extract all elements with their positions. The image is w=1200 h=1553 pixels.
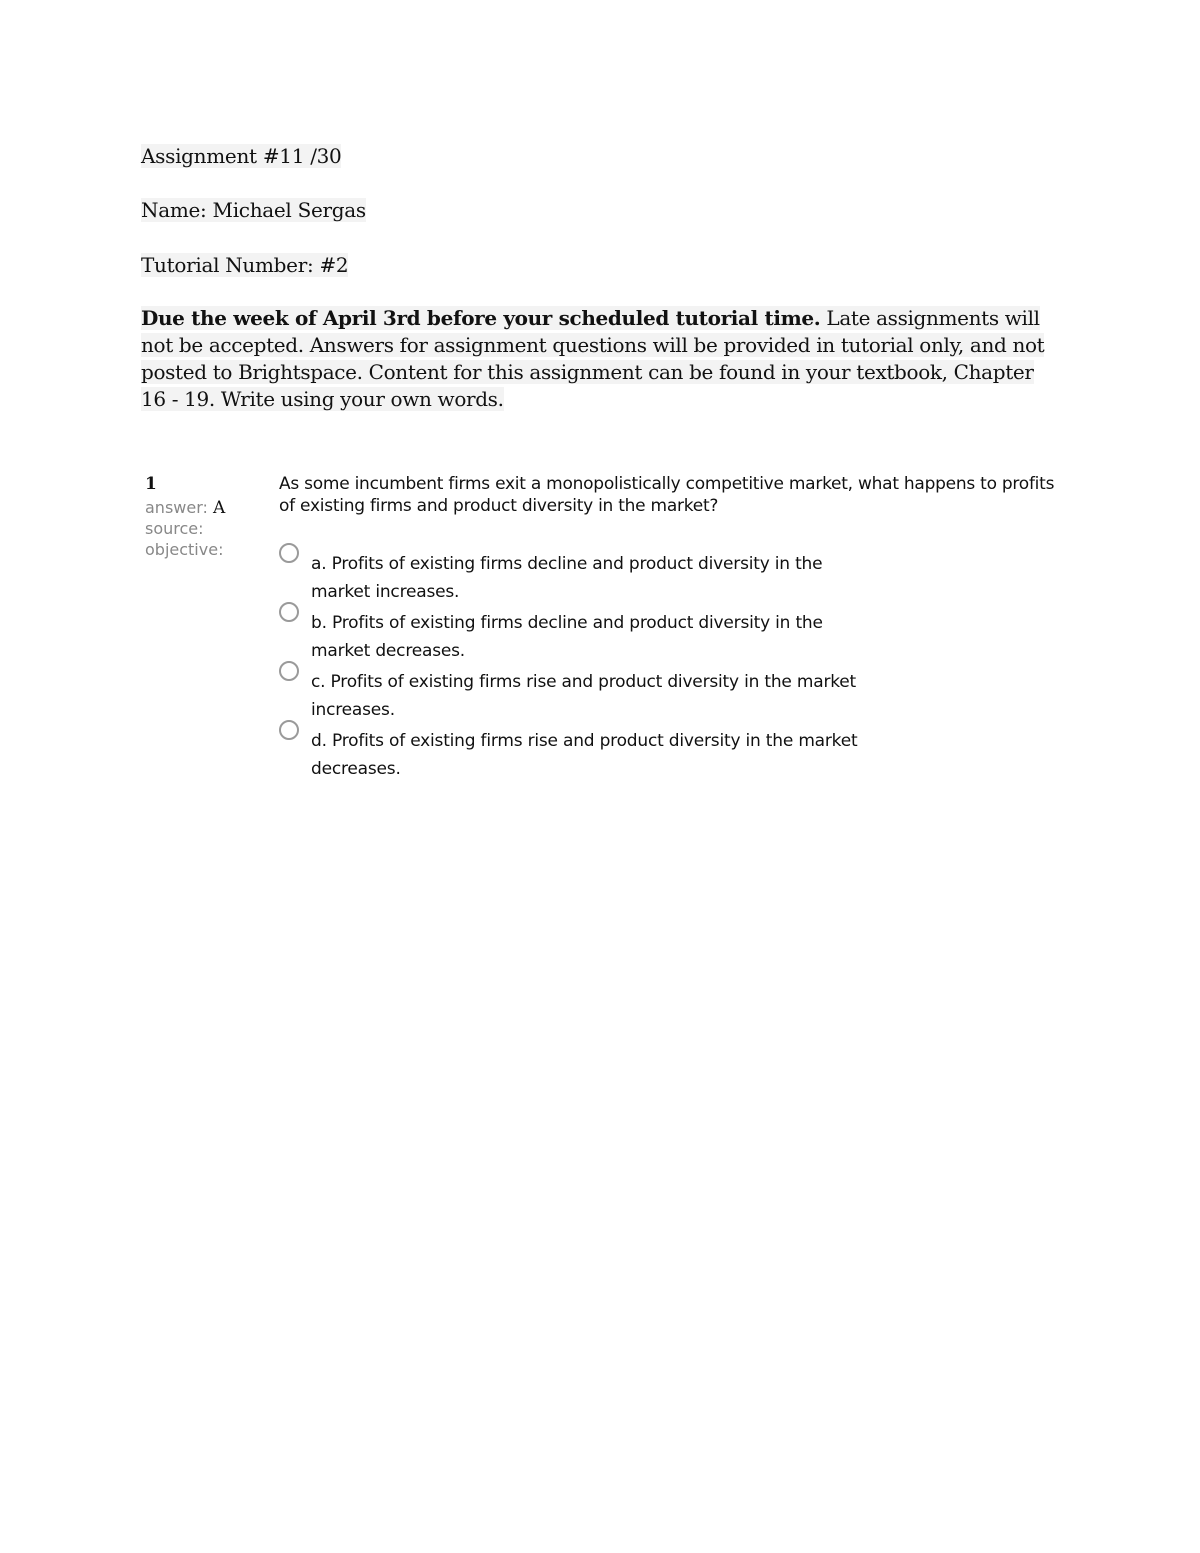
instructions-paragraph: [141, 305, 1051, 413]
instructions-body: Late assignments will not be accepted. Answers for assignment questions will be provided in tutorial only, and not posted to Brightspace. Content for this assignment can be found in your textbook, Chapter 16 - 19. Write using your own words.: [141, 306, 1045, 411]
radio-button-icon[interactable]: [279, 720, 299, 740]
assignment-title: [141, 143, 341, 169]
answer-row: [145, 497, 265, 518]
answer-value: A: [213, 498, 226, 518]
option-c-text: c. Profits of existing firms rise and product diversity in the market increases.: [311, 672, 857, 720]
option-d[interactable]: [278, 719, 898, 778]
question-number: 1: [145, 474, 157, 494]
radio-button-icon[interactable]: [279, 602, 299, 622]
option-b[interactable]: [278, 601, 898, 660]
answer-options: [278, 542, 898, 778]
option-a[interactable]: [278, 542, 898, 601]
assignment-title-text: Assignment #11 /30: [141, 144, 342, 168]
option-c[interactable]: [278, 660, 898, 719]
source-label: source:: [145, 519, 204, 538]
objective-label: objective:: [145, 540, 224, 559]
tutorial-number: [141, 252, 348, 278]
answer-label: answer:: [145, 498, 208, 517]
radio-button-icon[interactable]: [279, 543, 299, 563]
instructions-due-date: Due the week of April 3rd before your scheduled tutorial time.: [141, 306, 821, 330]
option-b-text: b. Profits of existing firms decline and product diversity in the market decreases.: [311, 613, 823, 661]
option-a-text: a. Profits of existing firms decline and product diversity in the market increases.: [311, 554, 823, 602]
student-name-text: Name: Michael Sergas: [141, 198, 366, 222]
question-meta: [145, 474, 265, 560]
option-d-text: d. Profits of existing firms rise and product diversity in the market decreases.: [311, 731, 858, 779]
tutorial-number-text: Tutorial Number: #2: [141, 253, 349, 277]
student-name: [141, 197, 366, 223]
question-text: As some incumbent firms exit a monopolistically competitive market, what happens to profits of existing firms and product diversity in the market?: [279, 474, 1055, 516]
radio-button-icon[interactable]: [279, 661, 299, 681]
